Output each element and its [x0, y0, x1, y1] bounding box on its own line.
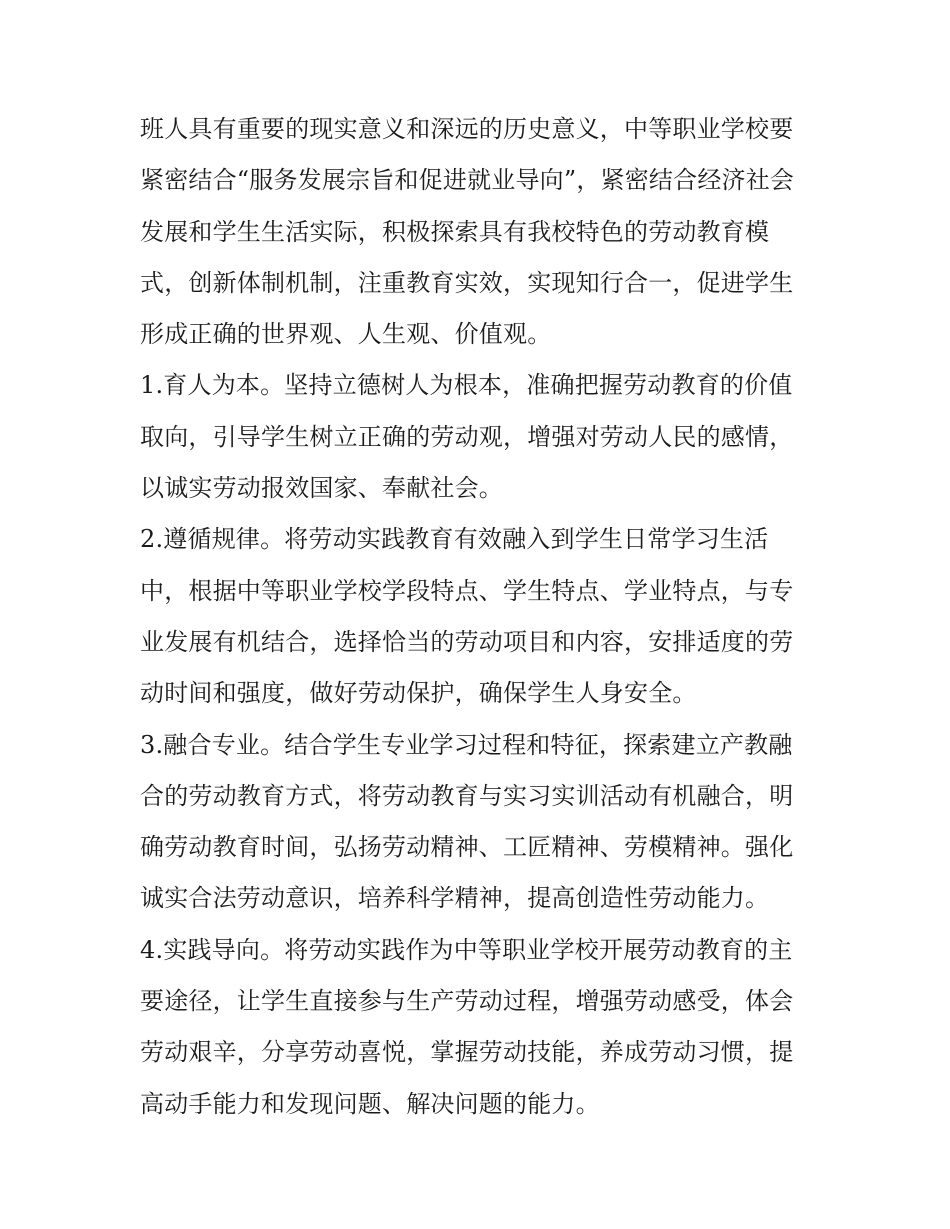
text-line: 2.遵循规律。将劳动实践教育有效融入到学生日常学习生活 — [140, 525, 769, 554]
text-line: 形成正确的世界观、人生观、价值观。 — [140, 320, 552, 349]
text-line: 取向，引导学生树立正确的劳动观，增强对劳动人民的感情， — [140, 422, 794, 451]
text-line: 合的劳动教育方式，将劳动教育与实习实训活动有机融合，明 — [140, 781, 794, 810]
text-line: 业发展有机结合，选择恰当的劳动项目和内容，安排适度的劳 — [140, 627, 794, 656]
text-line: 高动手能力和发现问题、解决问题的能力。 — [140, 1089, 600, 1118]
document-body — [140, 104, 830, 1130]
text-line: 3.融合专业。结合学生专业学习过程和特征，探索建立产教融 — [140, 730, 793, 759]
text-line: 以诚实劳动报效国家、奉献社会。 — [140, 474, 503, 503]
text-line: 发展和学生生活实际，积极探索具有我校特色的劳动教育模 — [140, 217, 770, 246]
text-line: 劳动艰辛，分享劳动喜悦，掌握劳动技能，养成劳动习惯，提 — [140, 1038, 794, 1067]
text-line: 确劳动教育时间，弘扬劳动精神、工匠精神、劳模精神。强化 — [140, 833, 794, 862]
text-line: 式，创新体制机制，注重教育实效，实现知行合一，促进学生 — [140, 268, 794, 297]
text-line: 4.实践导向。将劳动实践作为中等职业学校开展劳动教育的主 — [140, 935, 793, 964]
text-line: 班人具有重要的现实意义和深远的历史意义，中等职业学校要 — [140, 115, 794, 143]
text-line: 中，根据中等职业学校学段特点、学生特点、学业特点，与专 — [140, 576, 794, 605]
text-line: 动时间和强度，做好劳动保护，确保学生人身安全。 — [140, 679, 697, 708]
text-line: 诚实合法劳动意识，培养科学精神，提高创造性劳动能力。 — [140, 884, 770, 913]
text-line: 1.育人为本。坚持立德树人为根本，准确把握劳动教育的价值 — [140, 371, 793, 400]
text-line: 紧密结合“服务发展宗旨和促进就业导向”，紧密结合经济社会 — [140, 166, 795, 195]
text-line: 要途径，让学生直接参与生产劳动过程，增强劳动感受，体会 — [140, 987, 794, 1016]
